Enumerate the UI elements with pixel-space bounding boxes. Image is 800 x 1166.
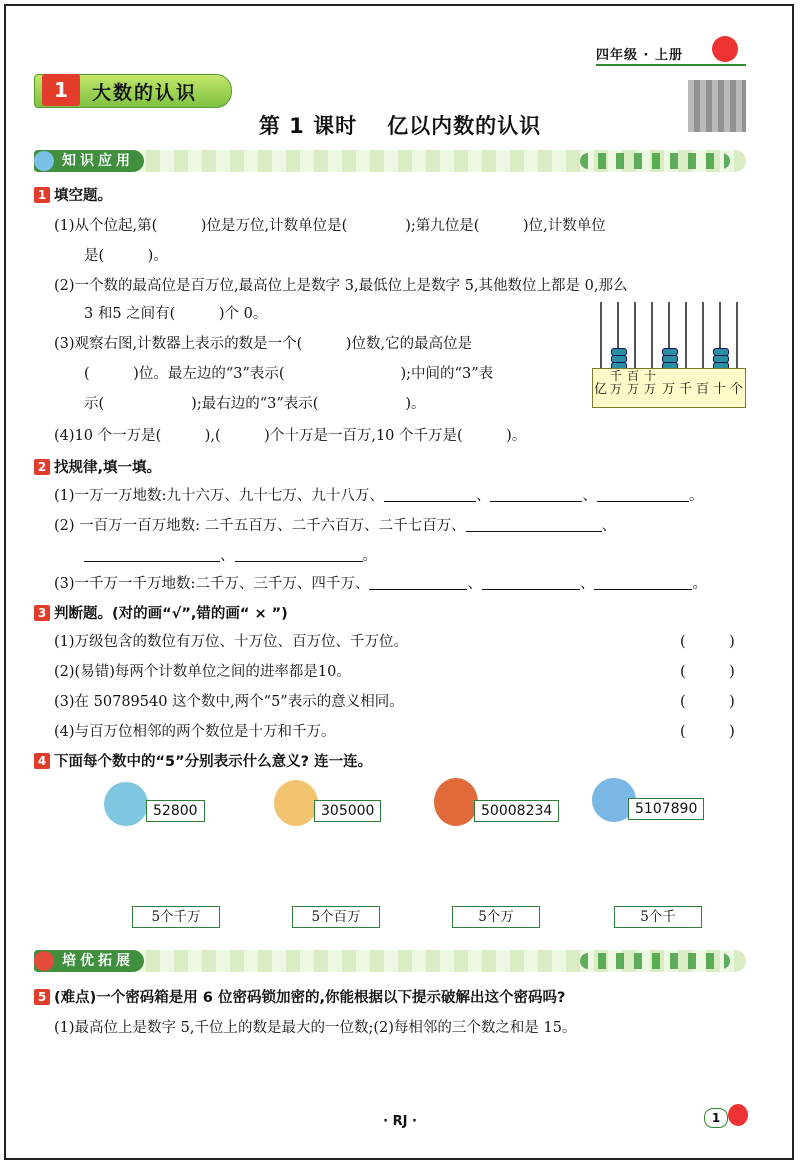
answer-box[interactable]: 5个千万 (132, 906, 220, 928)
grade-label: 四年级 · 上册 (596, 48, 683, 63)
answer-blank[interactable] (482, 575, 580, 590)
abacus-rod (702, 302, 704, 368)
grade-underline (596, 64, 746, 66)
q1-heading: 1 填空题。 (34, 184, 112, 205)
q3-item: (2)(易错)每两个计数单位之间的进率都是10。 (54, 664, 351, 680)
answer-blank[interactable] (597, 487, 689, 502)
q3-heading: 3 判断题。(对的画“√”,错的画“ × ”) (34, 602, 288, 623)
q1-line3: (3)观察右图,计数器上表示的数是一个( )位数,它的最高位是 (54, 336, 473, 352)
abacus-label: 千 (679, 382, 693, 397)
abacus-label: 千万 (610, 369, 623, 396)
answer-box[interactable]: 5个千 (614, 906, 702, 928)
answer-box[interactable]: 5个百万 (292, 906, 380, 928)
reading-kid-icon (712, 36, 738, 62)
answer-box[interactable]: 5个万 (452, 906, 540, 928)
q5-line1: (1)最高位上是数字 5,千位上的数是最大的一位数;(2)每相邻的三个数之和是 15。 (54, 1020, 577, 1036)
q1-line2: (2)一个数的最高位是百万位,最高位上是数字 3,最低位上是数字 5,其他数位上都是 0,那么 (54, 278, 628, 294)
q1-line3b: ( )位。最左边的“3”表示( );中间的“3”表 (84, 366, 494, 382)
abacus-label: 百万 (627, 369, 640, 396)
lesson-number: 第 1 课时 (258, 114, 358, 138)
book-icon (34, 151, 54, 171)
lion-icon (434, 778, 478, 826)
section-tag-advanced: 培优拓展 (34, 950, 144, 972)
unit-number: 1 (42, 74, 80, 106)
page-number: 1 (704, 1108, 728, 1128)
q1-line1: (1)从个位起,第( )位是万位,计数单位是( );第九位是( )位,计数单位 (54, 218, 606, 234)
number-box[interactable]: 305000 (314, 800, 381, 822)
q1-line2b: 3 和5 之间有( )个 0。 (84, 306, 268, 322)
lesson-name: 亿以内数的认识 (387, 114, 542, 138)
q2-heading: 2 找规律,填一填。 (34, 456, 161, 477)
answer-blank[interactable] (384, 487, 476, 502)
q3-item: (4)与百万位相邻的两个数位是十万和千万。 (54, 724, 336, 740)
answer-blank[interactable] (84, 547, 220, 562)
answer-blank[interactable] (369, 575, 467, 590)
judgement-blank[interactable]: ( ) (680, 664, 735, 680)
q3-item: (3)在 50789540 这个数中,两个“5”表示的意义相同。 (54, 694, 404, 710)
q2-line3: (3)一千万一千万地数:二千万、三千万、四千万、 、 、 。 (54, 576, 707, 592)
judgement-blank[interactable]: ( ) (680, 694, 735, 710)
q1-line3c: 示( );最右边的“3”表示( )。 (84, 396, 426, 412)
judgement-blank[interactable]: ( ) (680, 634, 735, 650)
lesson-title (0, 110, 800, 140)
abacus-rod (634, 302, 636, 368)
abacus-label: 万 (662, 382, 676, 397)
abacus-label: 百 (696, 382, 710, 397)
trees-decoration (580, 953, 730, 969)
number-box[interactable]: 50008234 (474, 800, 559, 822)
cow-icon (274, 780, 318, 826)
abacus-label: 十 (713, 382, 727, 397)
q5-heading: 5 (难点)一个密码箱是用 6 位密码锁加密的,你能根据以下提示破解出这个密码吗? (34, 986, 565, 1007)
abacus-rod (685, 302, 687, 368)
reading-kid-icon (728, 1104, 748, 1126)
answer-blank[interactable] (466, 517, 602, 532)
q1-line4: (4)10 个一万是( ),( )个十万是一百万,10 个千万是( )。 (54, 428, 527, 444)
answer-blank[interactable] (594, 575, 692, 590)
abacus-rod (651, 302, 653, 368)
abacus-rod (736, 302, 738, 368)
q4-heading: 4 下面每个数中的“5”分别表示什么意义? 连一连。 (34, 750, 372, 771)
abacus-diagram (592, 302, 746, 408)
number-box[interactable]: 52800 (146, 800, 205, 822)
answer-blank[interactable] (235, 547, 363, 562)
judgement-blank[interactable]: ( ) (680, 724, 735, 740)
q2-line2b: 、 。 (84, 544, 377, 565)
q2-line2: (2) 一百万一百万地数: 二千五百万、二千六百万、二千七百万、 、 (54, 518, 617, 534)
q3-item: (1)万级包含的数位有万位、十万位、百万位、千万位。 (54, 634, 409, 650)
abacus-label: 十万 (644, 369, 657, 396)
number-box[interactable]: 5107890 (628, 798, 704, 820)
abacus-rod (600, 302, 602, 368)
section-tag-knowledge: 知识应用 (34, 150, 144, 172)
abacus-label: 个 (730, 382, 744, 397)
abacus-label: 亿 (594, 382, 608, 397)
unit-title: 大数的认识 (92, 82, 198, 104)
footer-edition: · RJ · (383, 1114, 417, 1129)
q2-line1: (1)一万一万地数:九十六万、九十七万、九十八万、 、 、 。 (54, 488, 704, 504)
trees-decoration (580, 153, 730, 169)
q1-line1b: 是( )。 (84, 248, 168, 264)
bug-icon (34, 951, 54, 971)
mouse-icon (104, 782, 148, 826)
answer-blank[interactable] (490, 487, 582, 502)
